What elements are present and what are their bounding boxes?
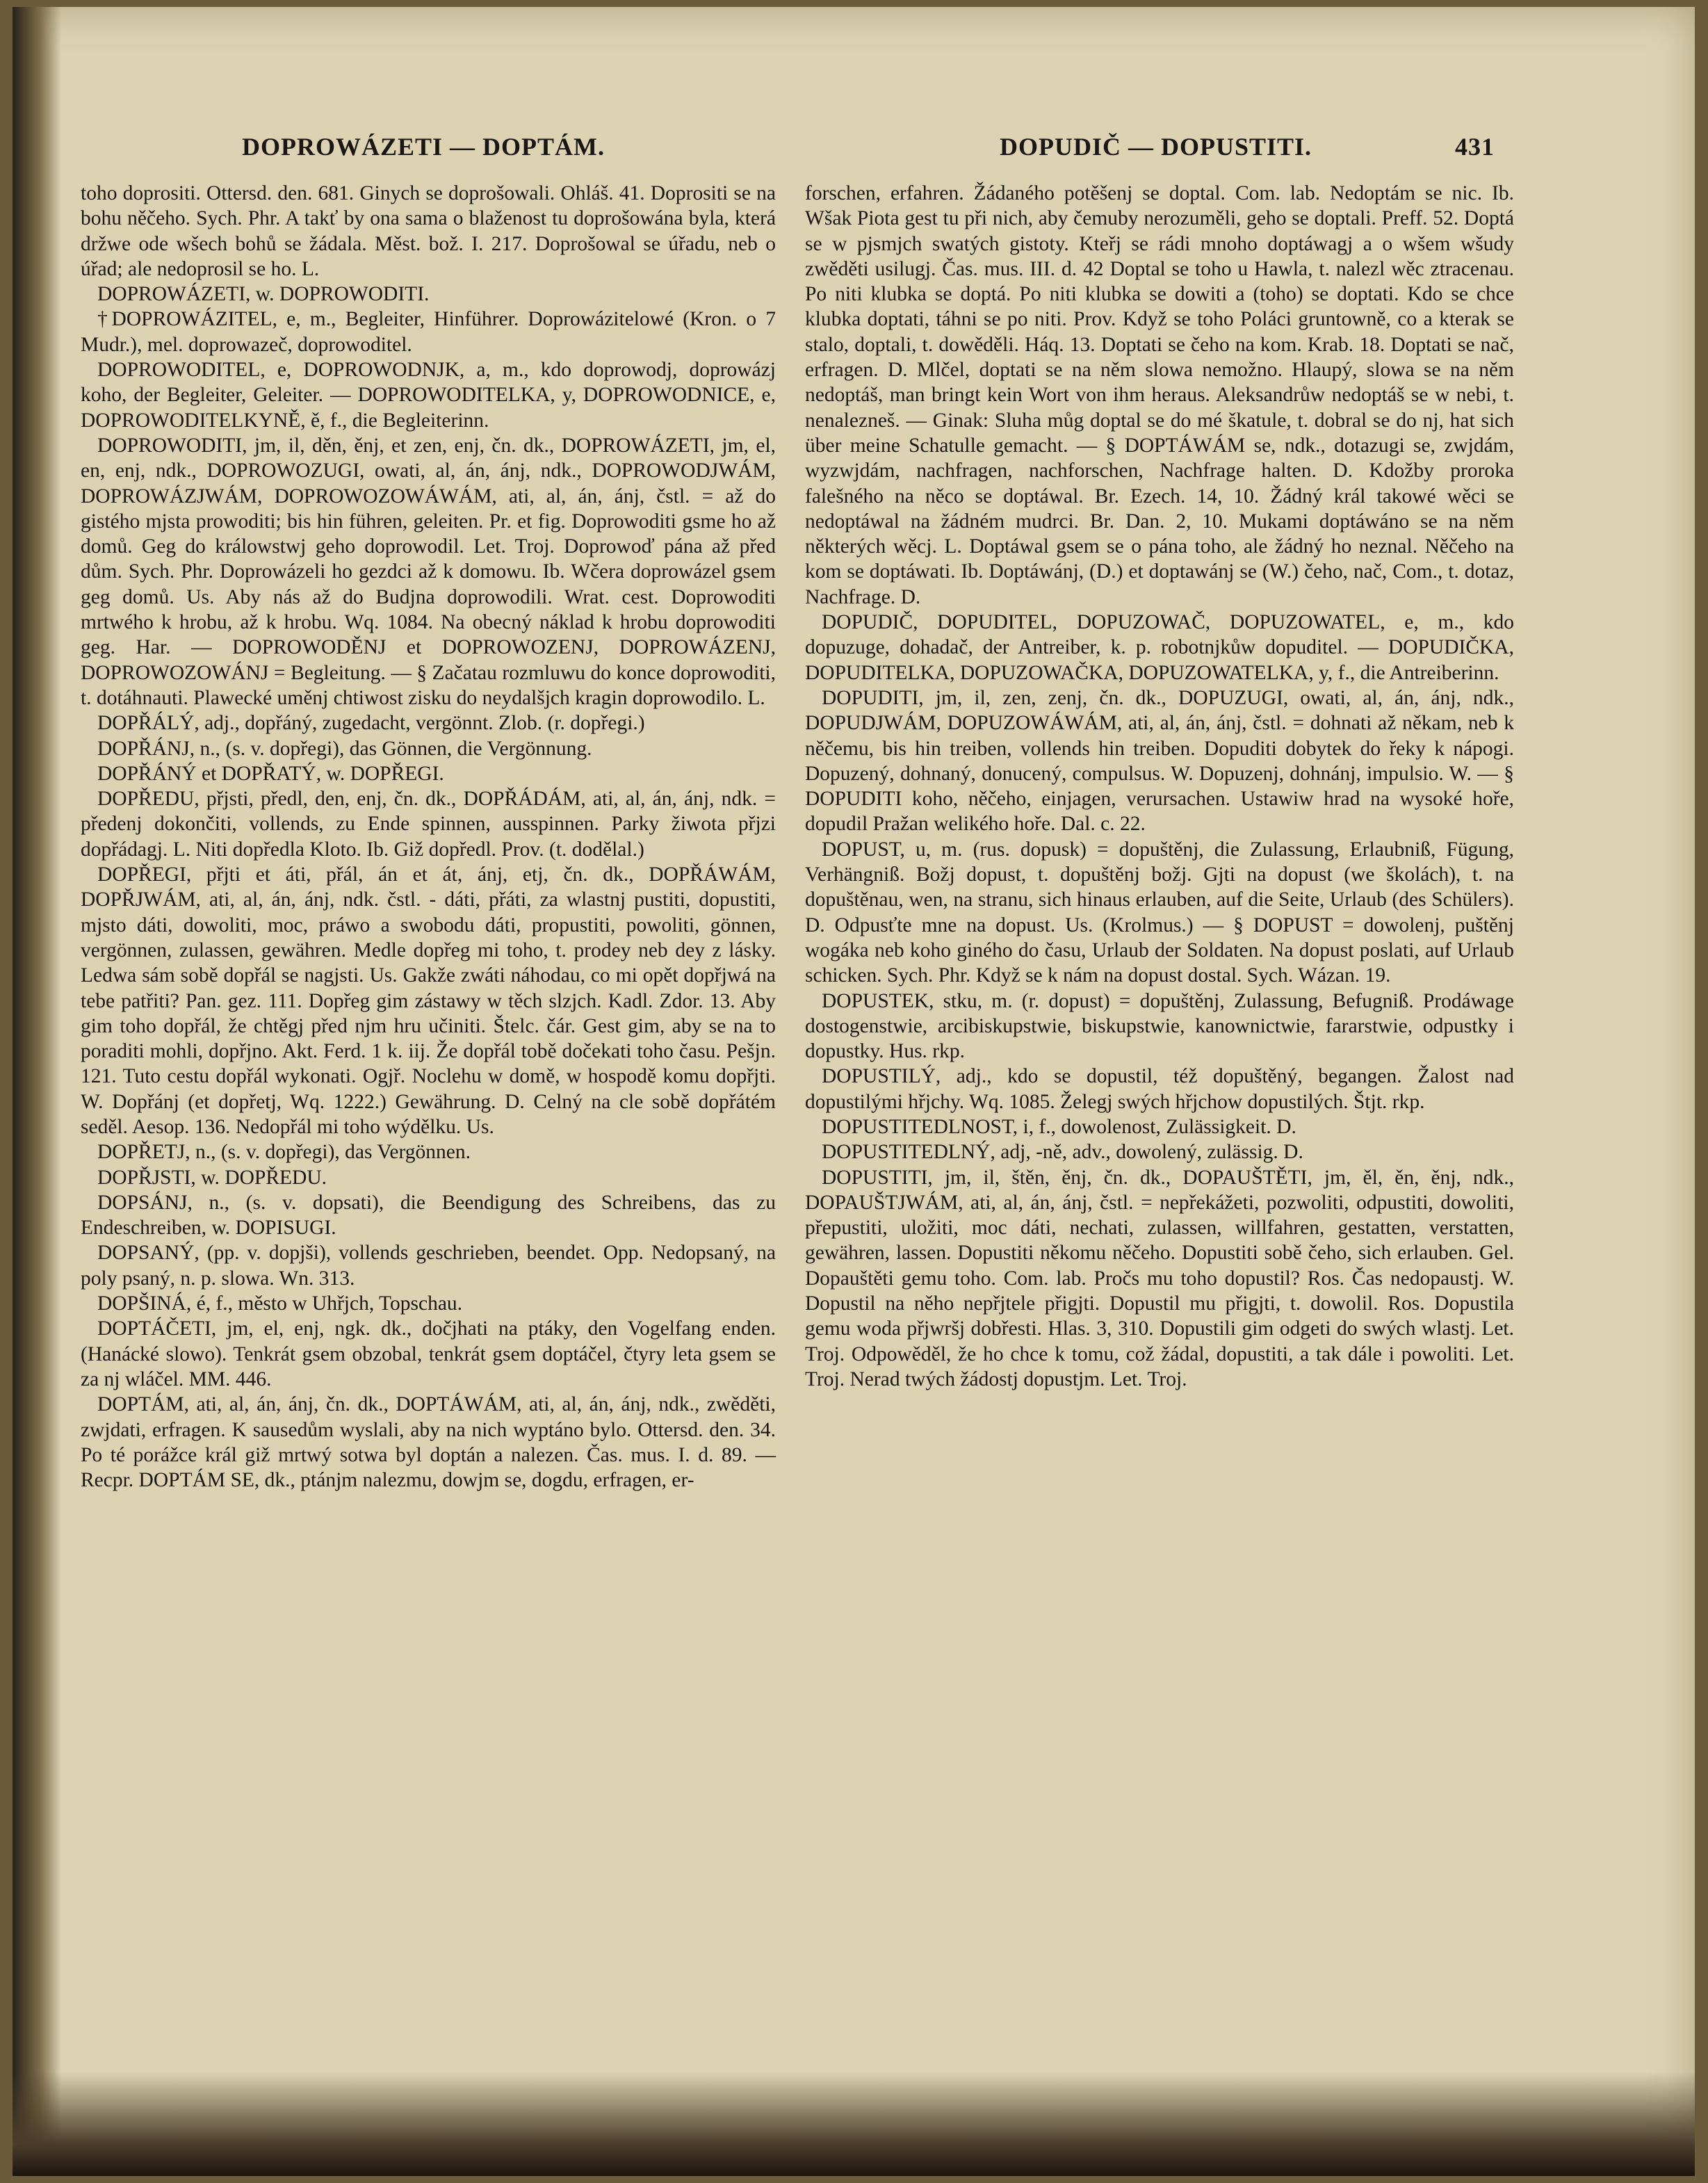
entry: DOPŘÁNJ, n., (s. v. dopřegi), das Gönnen, die Vergönnung. [97,737,592,760]
entry: DOPUSTITI, jm, il, štěn, ěnj, čn. dk., DOPAUŠTĚTI, jm, ěl, ěn, ěnj, ndk., DOPAUŠTJWÁM, ati, al, án, ánj, čstl. = nepřekážeti, pozwoliti, odpustiti, dowoliti, přepustiti, uložiti, moc dáti, nechati, zulassen, willfahren, gestatten, verstatten, gewähren, lassen. Dopustiti někomu něčeho. Dopustiti sobě čeho, sich erlauben. Gel. Dopauštěti gemu toho. Com. lab. Pročs mu toho dopustil? Ros. Čas nedopaustj. W. Dopustil na něho nepřjtele přigjti. Dopustil mu přigjti, t. dowolil. Ros. Dopustila gemu woda přjwršj dobřesti. Hlas. 3, 310. Dopustili gim odgeti do swých wlastj. Let. Troj. Odpowěděl, že ho chce k tomu, což žádal, dopustiti, a tak dále i powoliti. Let. Troj. Nerad twých žádostj dopustjm. Let. Troj. [805,1166,1514,1390]
book-spine-shadow [13,7,61,2176]
entry: DOPUSTILÝ, adj., kdo se dopustil, též dopuštěný, begangen. Žalost nad dopustilými hřjchy. Wq. 1085. Želegj swých hřjchow dopustilých. Štjt. rkp. [805,1065,1514,1113]
page-bottom-shadow [13,2072,1695,2176]
entry: DOPROWODITEL, e, DOPROWODNJK, a, m., kdo doprowodj, doprowázj koho, der Begleiter, Geleiter. — DOPROWODITELKA, y, DOPROWODNICE, e, DOPROWODITELKYNĚ, ě, f., die Begleiterinn. [81,359,776,432]
entry: DOPŘÁNÝ et DOPŘATÝ, w. DOPŘEGI. [97,762,444,785]
entry: DOPŘJSTI, w. DOPŘEDU. [97,1166,327,1189]
dictionary-page [13,7,1695,2176]
entry: DOPŘETJ, n., (s. v. dopřegi), das Vergönnen. [97,1141,471,1164]
entry: DOPŘEDU, přjsti, předl, den, enj, čn. dk., DOPŘÁDÁM, ati, al, án, ánj, ndk. = předenj dokončiti, vollends, zu Ende spinnen, ausspinnen. Parky žiwota přjzi dopřádagj. L. Niti dopředla Kloto. Ib. Giž dopředl. Prov. (t. dodělal.) [81,788,776,861]
entry: DOPROWÁZETI, w. DOPROWODITI. [97,283,430,306]
left-column [81,181,776,1493]
entry: DOPŘÁLÝ, adj., dopřáný, zugedacht, vergönnt. Zlob. (r. dopřegi.) [97,712,645,735]
entry: †DOPROWÁZITEL, e, m., Begleiter, Hinführer. Doprowázitelowé (Kron. o 7 Mudr.), mel. doprowazeč, doprowoditel. [81,308,776,356]
entry: forschen, erfahren. Žádaného potěšenj se doptal. Com. lab. Nedoptám se nic. Ib. Wšak Piota gest tu při nich, aby čemuby nerozuměli, geho se doptali. Preff. 52. Doptá se w pjsmjch swatých gistoty. Kteřj se rádi mnoho doptáwagj a o wšem wšudy zwěděti usilugj. Čas. mus. III. d. 42 Doptal se toho u Hawla, t. nalezl wěc ztracenau. Po niti klubka se doptá. Po niti klubka se dowiti a (toho) se doptati. Kdo se chce klubka doptati, táhni se po niti. Prov. Když se toho Poláci gruntowně, co a kterak se stalo, doptali, t. dowěděli. Háq. 13. Doptati se čeho na kom. Krab. 18. Doptati se nač, erfragen. D. Mlčel, doptati se na něm slowa nemožno. Hlaupý, slowa se na něm nedoptáš, man bringt kein Wort von ihm heraus. Aleksandrůw nedoptáš se w nebi, t. nenalezneš. — Ginak: Sluha můg doptal se do mé škatule, t. dobral se do nj, hat sich über meine Schatulle gemacht. — § DOPTÁWÁM se, ndk., dotazugi se, zwjdám, wyzwjdám, nachfragen, nachforschen, Nachfrage halten. D. Kdožby proroka falešného na něco se doptáwal. Br. Ezech. 14, 10. Žádný král takowé wěci se nedoptáwal na žádném mudrci. Br. Dan. 2, 10. Mukami doptáwáno se na něm některých wěcj. L. Doptáwal gsem se o pána toho, ale žádný ho neznal. Něčeho na kom se doptáwati. Ib. Doptáwánj, (D.) et doptawánj se (W.) čeho, nač, Com., t. dotaz, Nachfrage. D. [805,182,1514,608]
entry: DOPUSTEK, stku, m. (r. dopust) = dopuštěnj, Zulassung, Befugniß. Prodáwage dostogenstwie, arcibiskupstwie, biskupstwie, kanownictwie, fararstwie, odpustky i dopustky. Hus. rkp. [805,989,1514,1063]
entry: DOPUST, u, m. (rus. dopusk) = dopuštěnj, die Zulassung, Erlaubniß, Fügung, Verhängniß. Božj dopust, t. dopuštěnj božj. Gjti na dopust (we školách), t. na dopuštěnau, wen, na stranu, sich hinaus erlauben, auf die Seite, Urlaub (des Schülers). D. Odpusťte mne na dopust. Us. (Krolmus.) — § DOPUST = dowolenj, puštěnj wogáka neb koho giného do času, Urlaub der Soldaten. Na dopust poslati, auf Urlaub schicken. Sych. Phr. Když se k nám na dopust dostal. Sych. Wázan. 19. [805,838,1514,987]
entry: DOPTÁM, ati, al, án, ánj, čn. dk., DOPTÁWÁM, ati, al, án, ánj, ndk., zwěděti, zwjdati, erfragen. K sausedům wyslali, aby na nich wyptáno bylo. Ottersd. den. 34. Po té porážce král giž mrtwý sotwa byl doptán a nalezen. Čas. mus. I. d. 89. — Recpr. DOPTÁM SE, dk., ptánjm nalezmu, dowjm se, dogdu, erfragen, er- [81,1393,776,1492]
entry: DOPUSTITEDLNOST, i, f., dowolenost, Zulässigkeit. D. [822,1115,1296,1138]
entry: DOPSANÝ, (pp. v. dopjši), vollends geschrieben, beendet. Opp. Nedopsaný, na poly psaný, n. p. slowa. Wn. 313. [81,1242,776,1290]
right-column [805,181,1514,1392]
entry: DOPTÁČETI, jm, el, enj, ngk. dk., dočjhati na ptáky, den Vogelfang enden. (Hanácké slowo). Tenkrát gsem obzobal, tenkrát gsem doptáčel, čtyry leta gsem se za nj wláčel. MM. 446. [81,1317,776,1390]
entry: DOPSÁNJ, n., (s. v. dopsati), die Beendigung des Schreibens, das zu Endeschreiben, w. DOPISUGI. [81,1191,776,1240]
entry: DOPUDIČ, DOPUDITEL, DOPUZOWAČ, DOPUZOWATEL, e, m., kdo dopuzuge, dohadač, der Antreiber, k. p. robotnjkůw dopuditel. — DOPUDIČKA, DOPUDITELKA, DOPUZOWAČKA, DOPUZOWATELKA, y, f., die Antreiberinn. [805,611,1514,684]
page-number: 431 [1455,133,1495,161]
entry: DOPUSTITEDLNÝ, adj, -ně, adv., dowolený, zulässig. D. [822,1141,1303,1164]
entry: DOPŘEGI, přjti et áti, přál, án et át, ánj, etj, čn. dk., DOPŘÁWÁM, DOPŘJWÁM, ati, al, án, ánj, ndk. čstl. - dáti, přáti, za wlastnj pustiti, dopustiti, mjsto dáti, dowoliti, moc, práwo a swobodu dáti, propustiti, powoliti, gönnen, vergönnen, zulassen, gewähren. Medle dopřeg mi toho, t. prodey neb dey z lásky. Ledwa sám sobě dopřál se nagjsti. Us. Gakže zwáti náhodau, co mi opět dopřjwá na tebe patřiti? Pan. gez. 111. Dopřeg gim zástawy w těch slzjch. Kadl. Zdor. 13. Aby gim toho dopřál, že chtěgj před njm hru učiniti. Štelc. čár. Gest gim, aby se na to poraditi mohli, dopřjno. Akt. Ferd. 1 k. iij. Že dopřál tobě dočekati toho času. Pešjn. 121. Tuto cestu dopřál wykonati. Ogjř. Noclehu w domě, w hospodě komu dopřjti. W. Dopřánj (et dopřetj, Wq. 1222.) Gewährung. D. Celný na cle sobě dopřátém seděl. Aesop. 136. Nedopřál mi toho wýdělku. Us. [81,863,776,1138]
entry: toho doprositi. Ottersd. den. 681. Ginych se doprošowali. Ohláš. 41. Doprositi se na bohu něčeho. Sych. Phr. A takť by ona sama o blaženost tu doprošowána byla, která držwe ode wšech bohů se žádala. Měst. bož. I. 217. Doprošowal se úřadu, neb o úřad; ale nedoprosil se ho. L. [81,182,776,280]
entry: DOPŠINÁ, é, f., město w Uhřjch, Topschau. [97,1292,463,1315]
running-head-right: DOPUDIČ — DOPUSTITI. [1000,133,1312,161]
running-head-left: DOPROWÁZETI — DOPTÁM. [242,133,605,161]
entry: DOPUDITI, jm, il, zen, zenj, čn. dk., DOPUZUGI, owati, al, án, ánj, ndk., DOPUDJWÁM, DOPUZOWÁWÁM, ati, al, án, ánj, čstl. = dohnati až někam, neb k něčemu, bis hin treiben, vollends hin treiben. Dopuditi dobytek do řeky k nápogi. Dopuzený, dohnaný, donucený, compulsus. W. Dopuzenj, dohnánj, impulsio. W. — § DOPUDITI koho, něčeho, einjagen, verursachen. Ustawiw hrad na wysoké hoře, dopudil Pražan welikého hoře. Dal. c. 22. [805,686,1514,836]
entry: DOPROWODITI, jm, il, děn, ěnj, et zen, enj, čn. dk., DOPROWÁZETI, jm, el, en, enj, ndk., DOPROWOZUGI, owati, al, án, ánj, ndk., DOPROWODJWÁM, DOPROWÁZJWÁM, DOPROWOZOWÁWÁM, ati, al, án, ánj, čstl. = až do gistého mjsta prowoditi; bis hin führen, geleiten. Pr. et fig. Doprowoditi gsme ho až domů. Geg do králowstwj geho doprowodil. Let. Troj. Doprowoď pána až před dům. Sych. Phr. Doprowázeli ho gezdci až k domowu. Ib. Wčera doprowázel gsem geg domů. Us. Aby nás až do Budjna doprowodili. Wrat. cest. Doprowoditi mrtwého k hrobu, až k hrobu. Wq. 1084. Na obecný náklad k hrobu doprowoditi geg. Har. — DOPROWODĚNJ et DOPROWOZENJ, DOPROWÁZENJ, DOPROWOZOWÁNJ = Begleitung. — § Začatau rozmluwu do konce doprowoditi, t. dotáhnauti. Plawecké uměnj chtiwost zisku do neydalšjch kragin doprowodilo. L. [81,434,776,709]
